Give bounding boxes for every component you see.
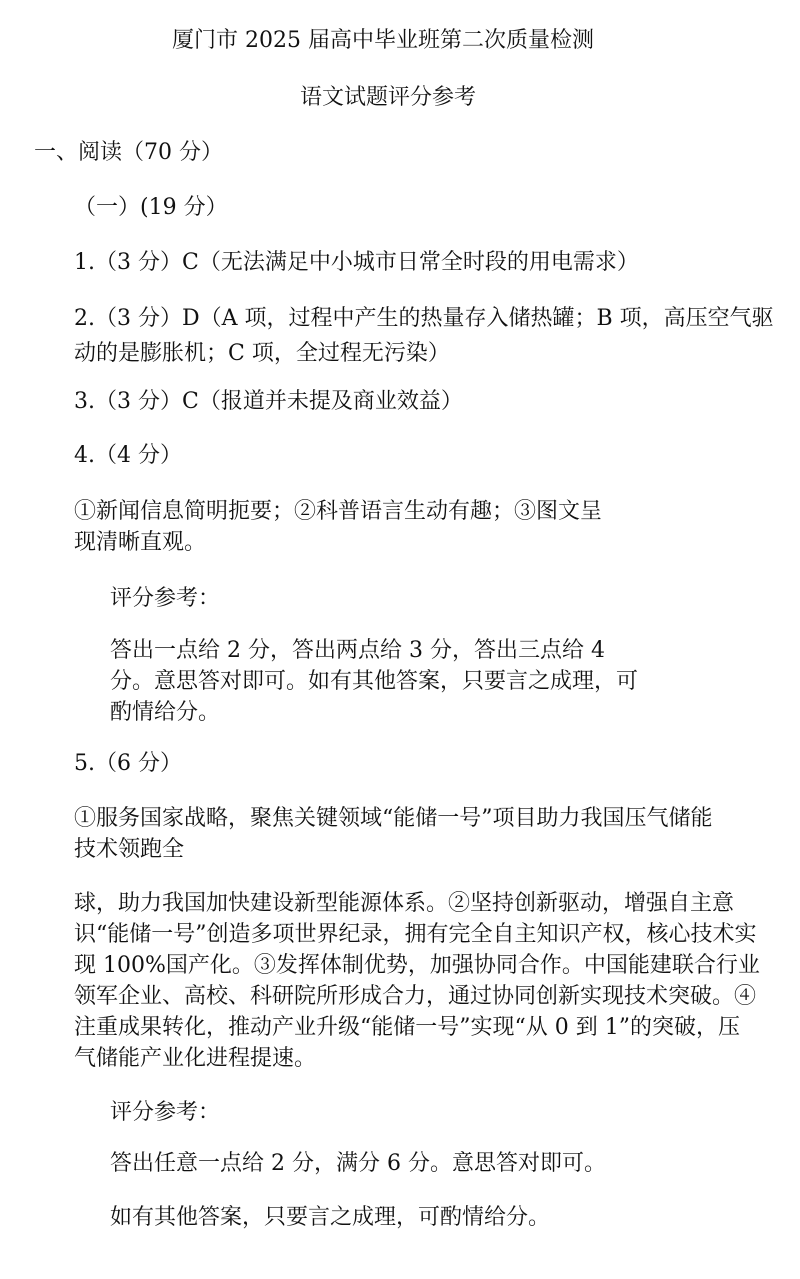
q5-answer-line8: 气储能产业化进程提速。: [74, 1046, 317, 1071]
q4-rubric-line1: 答出一点给 2 分，答出两点给 3 分，答出三点给 4: [110, 638, 605, 663]
document-subtitle: 语文试题评分参考: [300, 85, 477, 110]
q5-rubric-label: 评分参考：: [110, 1100, 221, 1125]
q4-answer-line2: 现清晰直观。: [74, 530, 207, 555]
q5-answer-line5: 现 100%国产化。③发挥体制优势，加强协同合作。中国能建联合行业: [74, 953, 760, 978]
q2-answer-line1: 2.（3 分）D（A 项，过程中产生的热量存入储热罐；B 项，高压空气驱: [74, 306, 774, 331]
q4-rubric-label: 评分参考：: [110, 586, 221, 611]
q4-rubric-line3: 酌情给分。: [110, 700, 221, 725]
q1-answer: 1.（3 分）C（无法满足中小城市日常全时段的用电需求）: [74, 250, 639, 275]
q5-answer-line7: 注重成果转化，推动产业升级“能储一号”实现“从 0 到 1”的突破，压: [74, 1015, 740, 1040]
q2-answer-line2: 动的是膨胀机；C 项，全过程无污染）: [74, 341, 450, 366]
q5-answer-line2: 技术领跑全: [74, 837, 185, 862]
q4-heading: 4.（4 分）: [74, 443, 182, 468]
q5-answer-line1: ①服务国家战略，聚焦关键领域“能储一号”项目助力我国压气储能: [74, 806, 713, 831]
q5-answer-line4: 识“能储一号”创造多项世界纪录，拥有完全自主知识产权，核心技术实: [74, 922, 757, 947]
q3-answer: 3.（3 分）C（报道并未提及商业效益）: [74, 389, 463, 414]
q5-answer-line6: 领军企业、高校、科研院所形成合力，通过协同创新实现技术突破。④: [74, 984, 757, 1009]
subsection-heading: （一）(19 分）: [74, 195, 228, 220]
section-heading: 一、阅读（70 分）: [34, 140, 223, 165]
q5-rubric-line1: 答出任意一点给 2 分，满分 6 分。意思答对即可。: [110, 1151, 606, 1176]
q5-rubric-line2: 如有其他答案，只要言之成理，可酌情给分。: [110, 1205, 551, 1230]
q4-answer-line1: ①新闻信息简明扼要；②科普语言生动有趣；③图文呈: [74, 499, 603, 524]
q4-rubric-line2: 分。意思答对即可。如有其他答案，只要言之成理，可: [110, 669, 639, 694]
q5-heading: 5.（6 分）: [74, 751, 182, 776]
q5-answer-line3: 球，助力我国加快建设新型能源体系。②坚持创新驱动，增强自主意: [74, 891, 735, 916]
document-title: 厦门市 2025 届高中毕业班第二次质量检测: [172, 28, 594, 53]
